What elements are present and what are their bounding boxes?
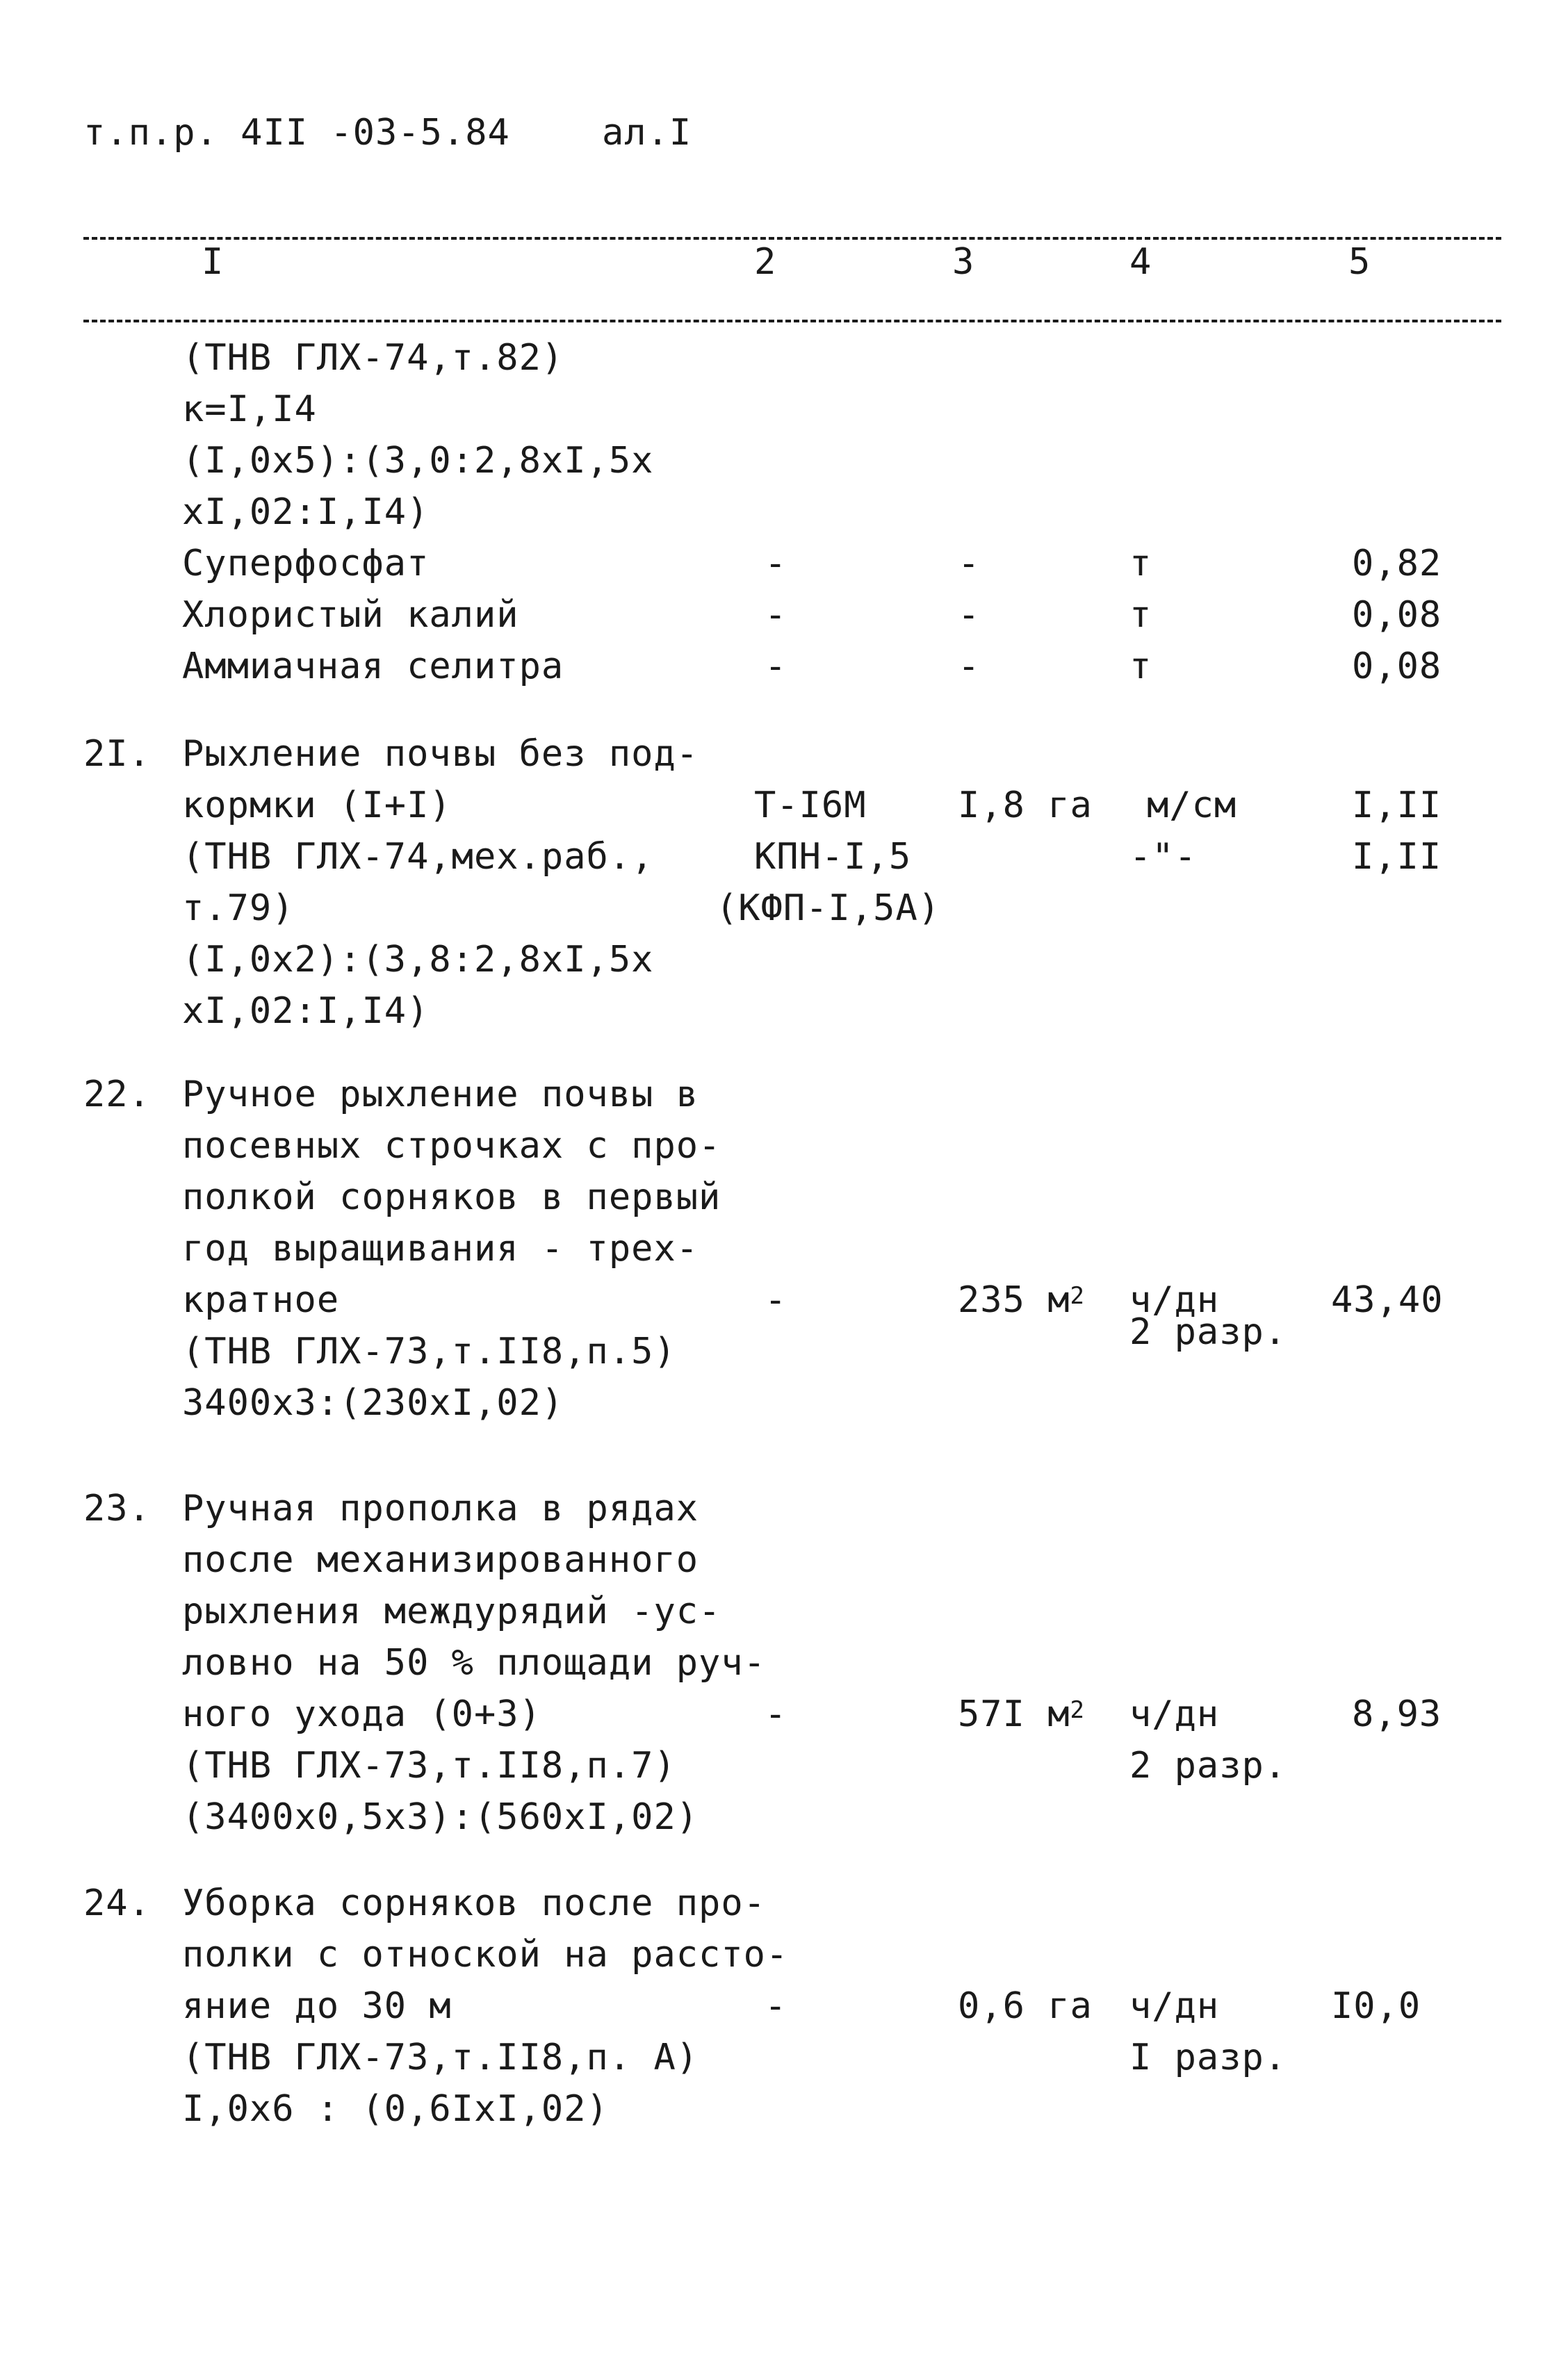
fertilizer-amount: 0,08	[1352, 594, 1442, 636]
item-unit: ч/дн	[1129, 1985, 1220, 2027]
item-text-line: (3400x0,5x3):(560xI,02)	[182, 1796, 699, 1838]
column-header-2: 2	[754, 241, 777, 283]
fertilizer-volume: -	[958, 646, 981, 687]
item-number: 24.	[83, 1882, 151, 1924]
sheet-label: ал.I	[602, 112, 692, 154]
item-equipment: КПН-I,5	[754, 836, 912, 878]
fertilizer-name: Хлористый калий	[182, 594, 519, 636]
item-text-line: Ручное рыхление почвы в	[182, 1074, 699, 1115]
fertilizer-unit: т	[1129, 543, 1152, 584]
item-text-line: (ТНВ ГЛХ-74,т.82)	[182, 337, 564, 379]
item-norm: 43,40	[1331, 1279, 1444, 1321]
item-text-line: яние до 30 м	[182, 1985, 452, 2027]
fertilizer-unit: т	[1129, 646, 1152, 687]
item-text-line: посевных строчках с про-	[182, 1125, 721, 1167]
item-text-line: кормки (I+I)	[182, 785, 452, 826]
item-equipment: -	[765, 1279, 787, 1321]
item-text-line: ного ухода (0+3)	[182, 1693, 541, 1735]
column-header-4: 4	[1129, 241, 1152, 283]
fertilizer-volume: -	[958, 594, 981, 636]
item-equipment: -	[765, 1985, 787, 2027]
fertilizer-equipment: -	[765, 543, 787, 584]
item-unit: ч/дн	[1129, 1279, 1220, 1321]
item-number: 22.	[83, 1074, 151, 1115]
table-header-rule	[83, 320, 1501, 322]
item-volume: 0,6 га	[958, 1985, 1093, 2027]
document-code: т.п.р. 4II -03-5.84	[83, 112, 510, 154]
item-volume-exponent: 2	[1070, 1696, 1086, 1724]
item-norm: I0,0	[1331, 1985, 1421, 2027]
fertilizer-name: Аммиачная селитра	[182, 646, 564, 687]
item-norm: I,II	[1352, 836, 1442, 878]
item-norm: I,II	[1352, 785, 1442, 826]
item-text-line: кратное	[182, 1279, 340, 1321]
item-text-line: т.79)	[182, 887, 295, 929]
item-text-line: (I,0x2):(3,8:2,8xI,5x	[182, 939, 654, 980]
item-text-line: Уборка сорняков после про-	[182, 1882, 766, 1924]
item-volume	[958, 1689, 1085, 1740]
item-text-line: рыхления междурядий -ус-	[182, 1591, 721, 1632]
item-text-line: год выращивания - трех-	[182, 1228, 699, 1270]
table-top-rule	[83, 237, 1501, 240]
item-text-line: хI,02:I,I4)	[182, 491, 430, 533]
item-text-line: после механизированного	[182, 1539, 699, 1581]
fertilizer-name: Суперфосфат	[182, 543, 430, 584]
item-volume-value: 235 м	[958, 1279, 1070, 1321]
item-text-line: 3400x3:(230xI,02)	[182, 1382, 564, 1424]
item-equipment: (КФП-I,5А)	[716, 887, 941, 929]
item-text-line: к=I,I4	[182, 388, 317, 430]
item-volume-value: 57I м	[958, 1693, 1070, 1735]
item-volume-exponent: 2	[1070, 1282, 1086, 1310]
fertilizer-amount: 0,82	[1352, 543, 1442, 584]
fertilizer-unit: т	[1129, 594, 1152, 636]
item-text-line: полки с отноской на рассто-	[182, 1934, 789, 1976]
item-equipment: Т-I6М	[754, 785, 867, 826]
item-norm: 8,93	[1352, 1693, 1442, 1735]
item-text-line: Рыхление почвы без под-	[182, 733, 699, 775]
item-volume	[958, 1274, 1085, 1326]
item-text-line: Ручная прополка в рядах	[182, 1488, 699, 1529]
item-text-line: I,0x6 : (0,6IxI,02)	[182, 2088, 609, 2130]
item-unit: м/см	[1147, 785, 1237, 826]
item-text-line: (ТНВ ГЛХ-73,т.II8,п.7)	[182, 1745, 676, 1787]
item-text-line: (ТНВ ГЛХ-74,мех.раб.,	[182, 836, 654, 878]
item-text-line: (I,0x5):(3,0:2,8хI,5х	[182, 440, 654, 482]
item-text-line: (ТНВ ГЛХ-73,т.II8,п. А)	[182, 2037, 699, 2078]
item-text-line: xI,02:I,I4)	[182, 990, 430, 1032]
item-equipment: -	[765, 1693, 787, 1735]
item-unit: ч/дн	[1129, 1693, 1220, 1735]
item-volume: I,8 га	[958, 785, 1093, 826]
item-text-line: (ТНВ ГЛХ-73,т.II8,п.5)	[182, 1331, 676, 1372]
item-text-line: ловно на 50 % площади руч-	[182, 1642, 766, 1684]
item-number: 23.	[83, 1488, 151, 1529]
column-header-1: I	[202, 241, 225, 283]
item-unit: -"-	[1129, 836, 1197, 878]
fertilizer-equipment: -	[765, 594, 787, 636]
item-unit: 2 разр.	[1129, 1311, 1287, 1353]
item-unit: I разр.	[1129, 2037, 1287, 2078]
item-number: 2I.	[83, 733, 151, 775]
fertilizer-volume: -	[958, 543, 981, 584]
item-text-line: полкой сорняков в первый	[182, 1176, 721, 1218]
fertilizer-amount: 0,08	[1352, 646, 1442, 687]
item-unit: 2 разр.	[1129, 1745, 1287, 1787]
column-header-3: 3	[952, 241, 975, 283]
column-header-5: 5	[1348, 241, 1371, 283]
fertilizer-equipment: -	[765, 646, 787, 687]
